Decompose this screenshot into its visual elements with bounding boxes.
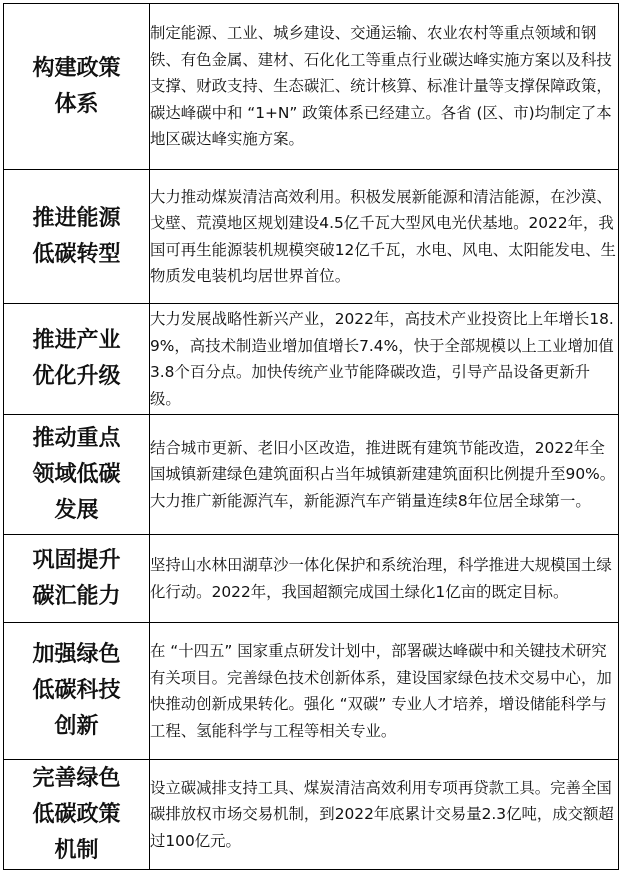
description-cell: 设立碳减排支持工具、煤炭清洁高效利用专项再贷款工具。完善全国碳排放权市场交易机制，到2022年底累计交易量2.3亿吨，成交额超过100亿元。: [150, 760, 619, 870]
category-cell: [4, 415, 150, 535]
category-cell: [4, 623, 150, 760]
description-cell: 结合城市更新、老旧小区改造，推进既有建筑节能改造，2022年全国城镇新建绿色建筑面积占当年城镇新建建筑面积比例提升至90%。大力推广新能源汽车，新能源汽车产销量连续8年位居全球第一。: [150, 415, 619, 535]
category-cell: [4, 760, 150, 870]
table-row: [4, 415, 619, 535]
table-row: [4, 623, 619, 760]
category-label: 完善绿色 低碳政策 机制: [32, 765, 121, 863]
description-cell: 在 “十四五” 国家重点研发计划中，部署碳达峰碳中和关键技术研究有关项目。完善绿色技术创新体系，建设国家绿色技术交易中心，加快推动创新成果转化。强化 “双碳” 专业人才培养，增设储能科学与工程、氢能科学与工程等相关专业。: [150, 623, 619, 760]
category-label: 加强绿色 低碳科技 创新: [32, 642, 121, 739]
category-cell: [4, 535, 150, 623]
description-cell: 大力发展战略性新兴产业，2022年，高技术产业投资比上年增长18.9%，高技术制造业增加值增长7.4%，快于全部规模以上工业增加值3.8个百分点。加快传统产业节能降碳改造，引导产品设备更新升级。: [150, 304, 619, 415]
category-cell: [4, 4, 150, 170]
table-row: [4, 760, 619, 870]
category-cell: [4, 304, 150, 415]
category-label: 构建政策 体系: [32, 55, 121, 117]
table-row: [4, 170, 619, 304]
policy-table-body: [4, 4, 619, 870]
category-cell: [4, 170, 150, 304]
category-label: 推动重点 领域低碳 发展: [32, 425, 121, 523]
policy-table: [3, 3, 619, 870]
table-row: [4, 4, 619, 170]
category-label: 推进能源 低碳转型: [32, 205, 121, 267]
table-row: [4, 304, 619, 415]
description-cell: 坚持山水林田湖草沙一体化保护和系统治理，科学推进大规模国土绿化行动。2022年，我国超额完成国土绿化1亿亩的既定目标。: [150, 535, 619, 623]
description-cell: 制定能源、工业、城乡建设、交通运输、农业农村等重点领域和钢铁、有色金属、建材、石化化工等重点行业碳达峰实施方案以及科技支撑、财政支持、生态碳汇、统计核算、标准计量等支撑保障政策，碳达峰碳中和 “1+N” 政策体系已经建立。各省 (区、市)均制定了本地区碳达峰实施方案。: [150, 4, 619, 170]
description-cell: 大力推动煤炭清洁高效利用。积极发展新能源和清洁能源，在沙漠、戈壁、荒漠地区规划建设4.5亿千瓦大型风电光伏基地。2022年，我国可再生能源装机规模突破12亿千瓦，水电、风电、太阳能发电、生物质发电装机均居世界首位。: [150, 170, 619, 304]
table-row: [4, 535, 619, 623]
category-label: 巩固提升 碳汇能力: [32, 547, 121, 609]
category-label: 推进产业 优化升级: [32, 328, 121, 389]
